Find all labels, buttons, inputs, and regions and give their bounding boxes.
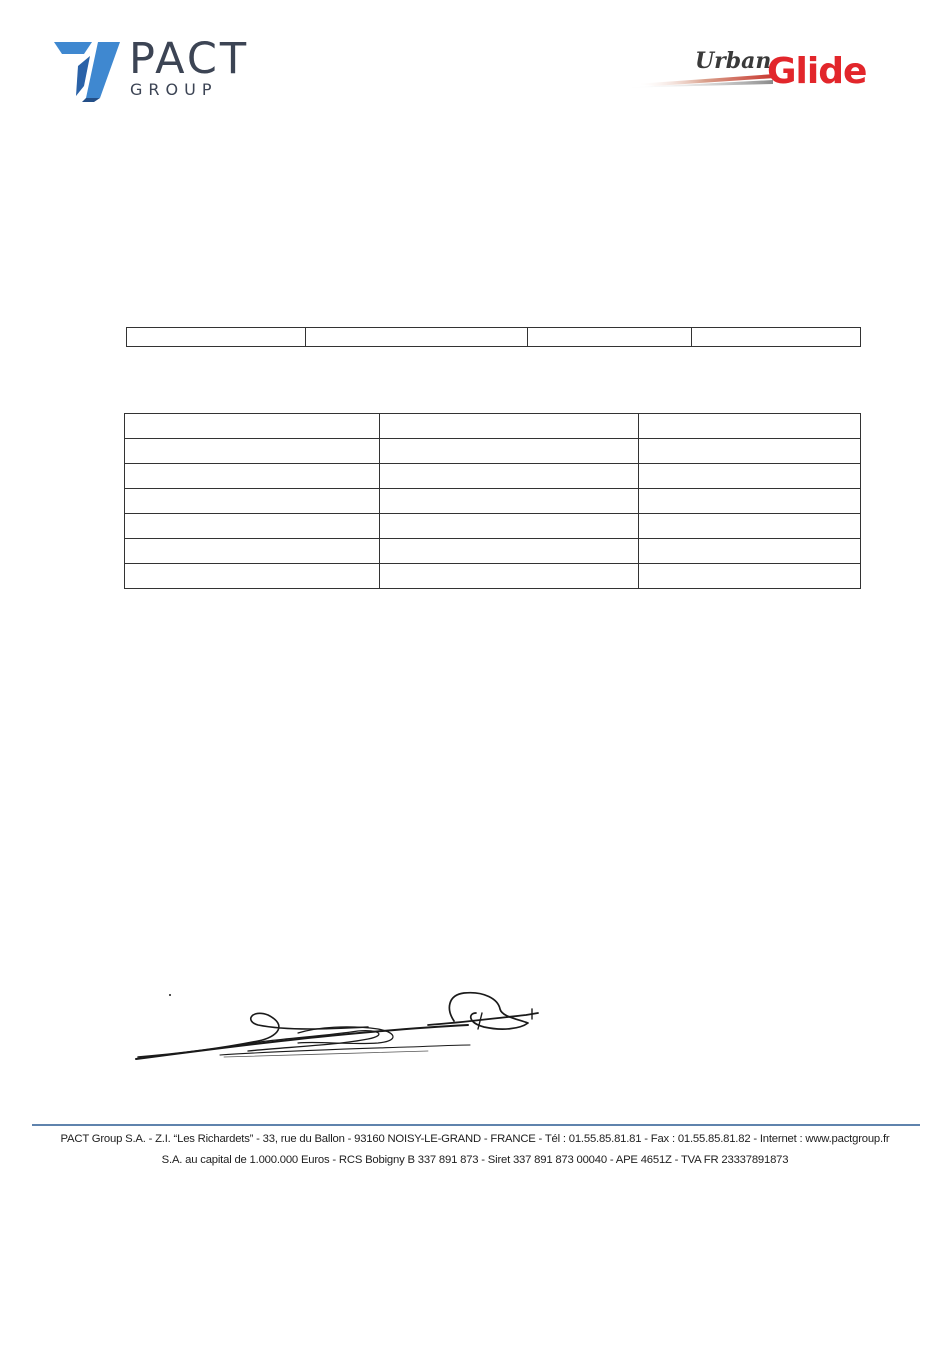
- table-row: [125, 564, 861, 589]
- table-cell: [380, 514, 639, 539]
- table-row: [125, 489, 861, 514]
- table-cell: [125, 564, 380, 589]
- table-cell: [125, 464, 380, 489]
- table-cell: [125, 439, 380, 464]
- table-row: [125, 414, 861, 439]
- table-row: [125, 439, 861, 464]
- urbanglide-logo: [615, 44, 865, 98]
- table-cell: [380, 539, 639, 564]
- table-cell: [380, 464, 639, 489]
- urbanglide-logo-urban: Urban: [695, 48, 772, 74]
- footer-company-registration: S.A. au capital de 1.000.000 Euros - RCS Bobigny B 337 891 873 - Siret 337 891 873 00040 - APE 4651Z - TVA FR 23337891873: [161, 1154, 789, 1166]
- urbanglide-logo-glide: Glide: [767, 51, 867, 92]
- table-cell: [125, 539, 380, 564]
- table-cell: [639, 539, 861, 564]
- table-cell: [127, 328, 306, 347]
- table-cell: [125, 489, 380, 514]
- table-cell: [692, 328, 861, 347]
- table-row: [125, 464, 861, 489]
- handwritten-signature-icon: [128, 985, 548, 1070]
- table-1: [126, 327, 861, 347]
- table-cell: [528, 328, 692, 347]
- table-cell: [639, 514, 861, 539]
- footer-company-address: PACT Group S.A. - Z.I. “Les Richardets” - 33, rue du Ballon - 93160 NOISY-LE-GRAND - FRANCE - Tél : 01.55.85.81.81 - Fax : 01.55.85.81.82 - Internet : www.pactgroup.fr: [60, 1133, 890, 1145]
- table-row: [127, 328, 861, 347]
- table-cell: [380, 564, 639, 589]
- table-cell: [125, 414, 380, 439]
- table-cell: [639, 414, 861, 439]
- table-cell: [125, 514, 380, 539]
- table-row: [125, 539, 861, 564]
- table-cell: [380, 439, 639, 464]
- footer-divider: [32, 1124, 920, 1126]
- pact-logo-word: PACT: [129, 34, 250, 84]
- table-cell: [639, 464, 861, 489]
- table-cell: [380, 414, 639, 439]
- table-2: [124, 413, 861, 589]
- table-cell: [306, 328, 528, 347]
- signature: [128, 985, 548, 1070]
- table-cell: [639, 564, 861, 589]
- pact-logo-mark-icon: [54, 40, 130, 102]
- table-cell: [380, 489, 639, 514]
- pact-group-logo: [54, 34, 250, 102]
- pact-logo-sub: GROUP: [130, 80, 218, 99]
- table-cell: [639, 439, 861, 464]
- table-row: [125, 514, 861, 539]
- table-cell: [639, 489, 861, 514]
